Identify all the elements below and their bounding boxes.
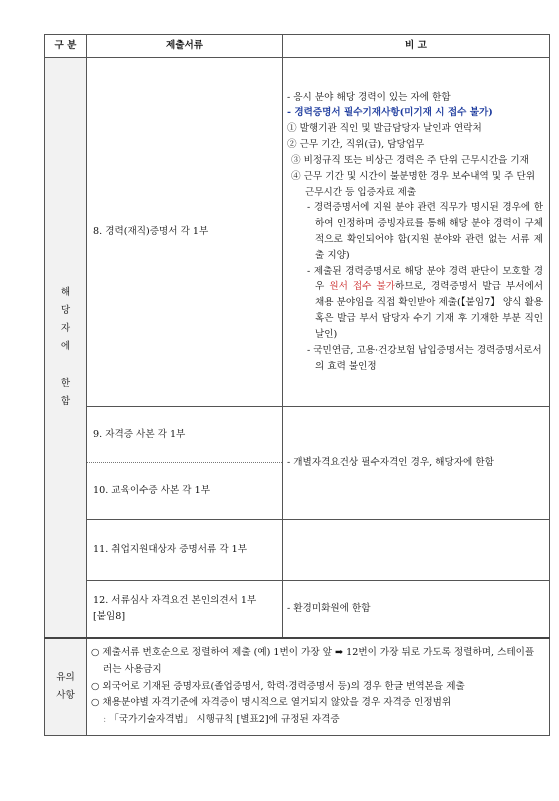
doc-item-9: 9. 자격증 사본 각 1부 <box>87 407 283 463</box>
r8-line-3: ① 발행기관 직인 및 발급담당자 날인과 연락처 <box>287 123 482 135</box>
r8-line-5: ③ 비정규직 또는 비상근 경력은 주 단위 근무시간을 기재 <box>291 154 529 166</box>
note-item-1: ○ 제출서류 번호순으로 정렬하여 제출 (예) 1번이 가장 앞 ➡ 12번이 가장 뒤로 가도록 정렬하며, 스테이플러는 사용금지 <box>91 647 535 675</box>
table-header-row <box>45 35 550 58</box>
submission-documents-table <box>44 34 550 736</box>
doc-item-12: 12. 서류심사 자격요건 본인의견서 1부 [붙임8] <box>87 581 283 639</box>
r8-line-8b: 하므로, 경력증명서 발급 부서에서 채용 분야임을 직접 확인받아 제출(【붙임7】 양식 활용 혹은 발급 부서 담당자 수기 기재 후 기재한 부분 직인 날인) <box>315 281 543 340</box>
r8-line-8-red: 원서 접수 불가 <box>329 281 396 293</box>
note-item-3-cont-text: 「국가기술자격법」 시행규칙 [별표2]에 규정된 자격증 <box>109 714 340 726</box>
side-label-notes: 유의 사항 <box>45 638 87 736</box>
note-item-3: ○ 채용분야별 자격기준에 자격증이 명시적으로 열거되지 않았을 경우 자격증 인정범위 <box>91 697 452 709</box>
side-label-applicable: 해 당 자 에 한 함 <box>45 58 87 639</box>
remarks-item-8 <box>283 58 550 407</box>
header-category: 구 분 <box>45 35 87 58</box>
r8-line-7: - 경력증명서에 지원 분야 관련 직무가 명시된 경우에 한하여 인정하며 증빙자료를 통해 해당 분야 경력이 구체적으로 확인되어야 함(지원 분야와 관련 없는 서류 제출 지양) <box>307 202 543 261</box>
r8-line-6: ④ 근무 기간 및 시간이 불분명한 경우 보수내역 및 주 단위 근무시간 등 입증자료 제출 <box>291 170 535 198</box>
table-row-11 <box>45 520 550 581</box>
note-colon-mark: : <box>103 714 110 726</box>
doc-item-10: 10. 교육이수증 사본 각 1부 <box>87 463 283 520</box>
r8-line-9: - 국민연금, 고용·건강보험 납입증명서는 경력증명서로서의 효력 불인정 <box>307 344 542 372</box>
doc-item-11: 11. 취업지원대상자 증명서류 각 1부 <box>87 520 283 581</box>
header-remarks: 비 고 <box>283 35 550 58</box>
table-row-8 <box>45 58 550 407</box>
r8-line-1: - 응시 분야 해당 경력이 있는 자에 한함 <box>287 91 451 103</box>
remarks-item-11 <box>283 520 550 581</box>
r8-line-4: ② 근무 기간, 직위(급), 담당업무 <box>287 139 425 151</box>
r8-line-2-required: - 경력증명서 필수기재사항(미기재 시 접수 불가) <box>287 107 493 119</box>
notes-cell <box>87 638 550 736</box>
table-row-9 <box>45 407 550 463</box>
r8-line-8a: - 제출된 경력증명서로 해당 분야 경력 판단이 모호할 경우 <box>307 265 543 293</box>
table-row-12 <box>45 581 550 639</box>
doc-item-8: 8. 경력(재직)증명서 각 1부 <box>87 58 283 407</box>
remarks-item-9-10: - 개별자격요건상 필수자격인 경우, 해당자에 한함 <box>283 407 550 520</box>
note-item-2: ○ 외국어로 기재된 증명자료(졸업증명서, 학력·경력증명서 등)의 경우 한글 번역본을 제출 <box>91 680 465 692</box>
r8-line-8 <box>287 264 543 343</box>
remarks-item-12: - 환경미화원에 한함 <box>283 581 550 639</box>
notes-row <box>45 638 550 736</box>
header-documents: 제출서류 <box>87 35 283 58</box>
note-item-3-cont <box>91 712 543 729</box>
